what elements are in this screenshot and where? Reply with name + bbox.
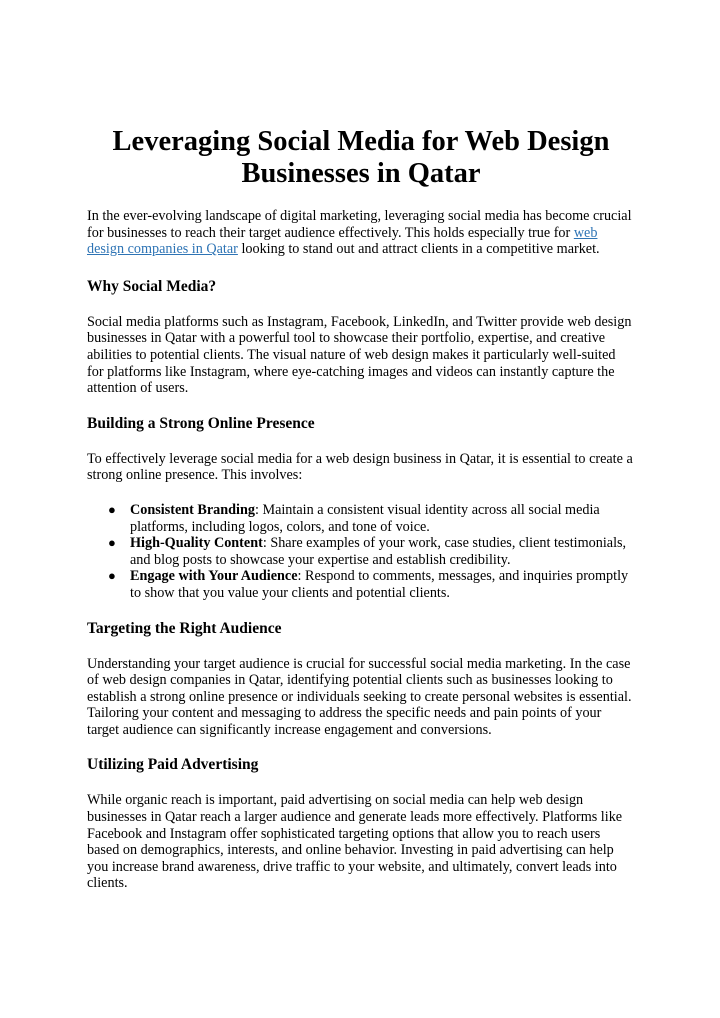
bullet-text: : Maintain a consistent visual identity across all social media platforms, including logos, colors, and tone of voice. <box>130 501 600 535</box>
bullet-term: High-Quality Content <box>130 535 263 552</box>
title-line-1: Leveraging Social Media for Web Design <box>112 126 610 157</box>
heading-paid-advertising: Utilizing Paid Advertising <box>87 756 259 774</box>
presence-bullet-list <box>87 502 635 602</box>
paragraph-targeting-audience: Understanding your target audience is crucial for successful social media marketing. In the case of web design companies in Qatar, identifying potential clients such as businesses looking to establish a strong online presence or individuals seeking to create personal websites is essential. Tailoring your content and messaging to address the specific needs and pain points of your target audience can significantly increase engagement and conversions. <box>87 655 632 738</box>
paragraph-paid-advertising: While organic reach is important, paid advertising on social media can help web design businesses in Qatar reach a larger audience and generate leads more effectively. Platforms like Facebook and Instagram offer sophisticated targeting options that allow you to reach users based on demographics, interests, and online behavior. Investing in paid advertising can help you increase brand awareness, drive traffic to your website, and ultimately, convert leads into clients. <box>87 792 623 892</box>
bullet-icon: ● <box>108 501 116 517</box>
paragraph-why-social-media: Social media platforms such as Instagram, Facebook, LinkedIn, and Twitter provide web design businesses in Qatar with a powerful tool to showcase their portfolio, expertise, and creative abilities to potential clients. The visual nature of web design makes it particularly well-suited for platforms like Instagram, where eye-catching images and videos can instantly capture the attention of users. <box>87 313 632 397</box>
bullet-text: : Share examples of your work, case studies, client testimonials, and blog posts to showcase your expertise and establish credibility. <box>130 535 627 568</box>
list-item <box>108 568 635 601</box>
bullet-icon: ● <box>108 568 116 584</box>
document-page <box>87 126 635 892</box>
document-title <box>87 126 635 190</box>
bullet-term: Engage with Your Audience <box>130 568 298 585</box>
heading-targeting-audience: Targeting the Right Audience <box>87 619 282 637</box>
web-design-companies-link[interactable]: web design companies in Qatar <box>87 224 598 258</box>
list-item <box>108 501 635 535</box>
heading-building-presence: Building a Strong Online Presence <box>87 414 315 432</box>
intro-paragraph <box>87 208 635 258</box>
title-line-2: Businesses in Qatar <box>241 158 481 189</box>
heading-why-social-media: Why Social Media? <box>87 277 217 295</box>
bullet-term: Consistent Branding <box>130 501 255 518</box>
intro-text-end: looking to stand out and attract clients in a competitive market. <box>237 241 600 258</box>
bullet-text: : Respond to comments, messages, and inquiries promptly to show that you value your clients and potential clients. <box>130 568 629 601</box>
bullet-icon: ● <box>108 535 116 551</box>
intro-text-start: In the ever-evolving landscape of digital marketing, leveraging social media has become crucial for businesses to reach their target audience effectively. This holds especially true for <box>87 208 632 241</box>
paragraph-building-presence: To effectively leverage social media for a web design business in Qatar, it is essential to create a strong online presence. This involves: <box>87 450 633 484</box>
list-item <box>108 535 635 568</box>
